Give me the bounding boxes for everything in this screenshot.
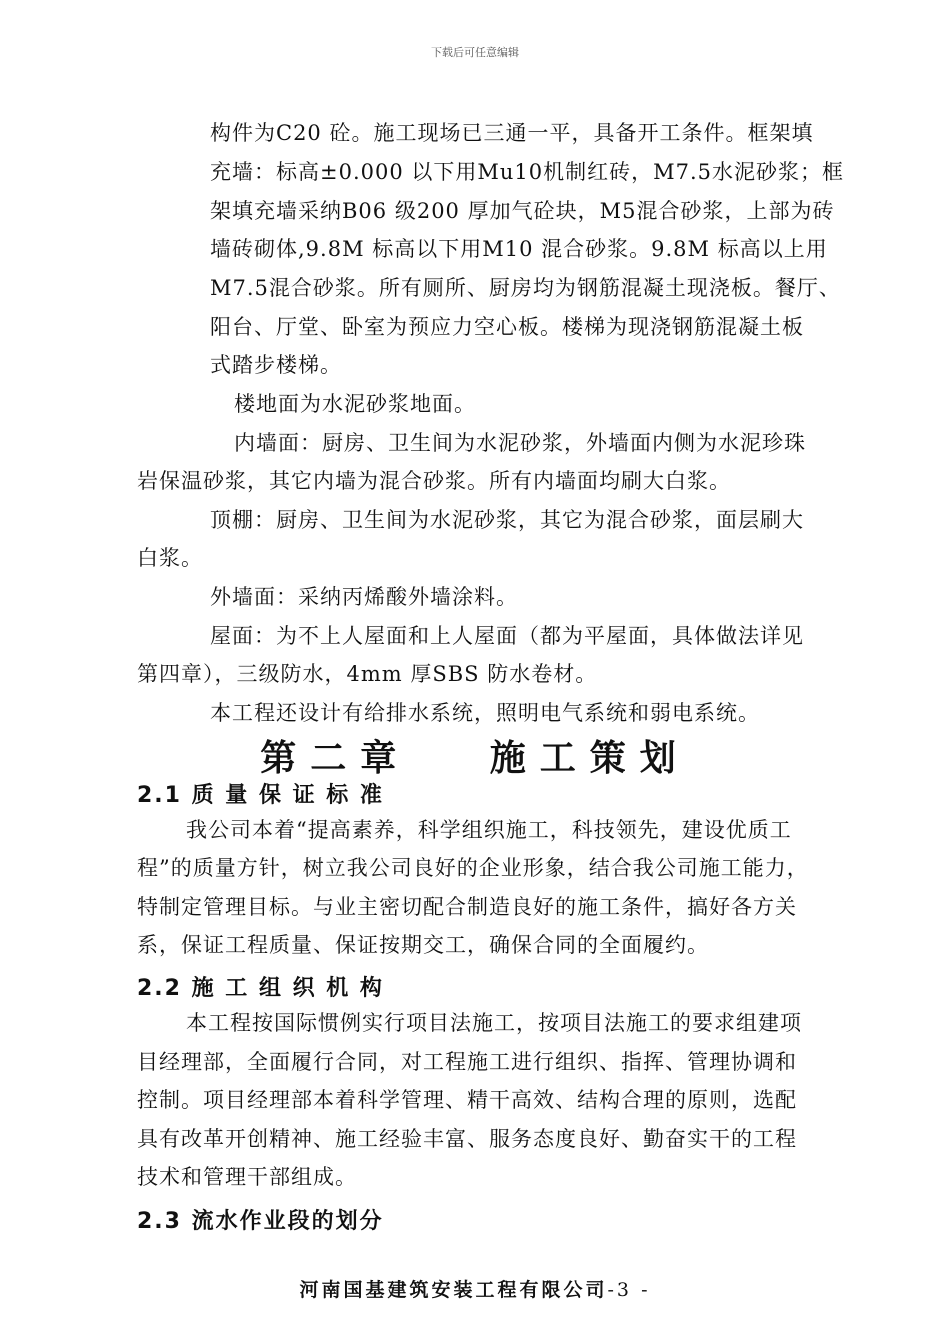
body-line: 技术和管理干部组成。	[137, 1165, 357, 1189]
body-line: 式踏步楼梯。	[210, 353, 342, 377]
body-line: 控制。项目经理部本着科学管理、精干高效、结构合理的原则，选配	[137, 1088, 797, 1112]
body-line: 本工程还设计有给排水系统，照明电气系统和弱电系统。	[210, 701, 760, 725]
body-line: 内墙面：厨房、卫生间为水泥砂浆，外墙面内侧为水泥珍珠	[234, 431, 806, 455]
section-heading: 2.1 质 量 保 证 标 准	[137, 783, 384, 808]
body-line: M7.5混合砂浆。所有厕所、厨房均为钢筋混凝土现浇板。餐厅、	[210, 276, 841, 300]
body-line: 白浆。	[137, 546, 203, 570]
body-line: 顶棚：厨房、卫生间为水泥砂浆，其它为混合砂浆，面层刷大	[210, 508, 804, 532]
section-heading: 2.2 施 工 组 织 机 构	[137, 976, 384, 1001]
body-line: 架填充墙采纳B06 级200 厚加气砼块，M5混合砂浆，上部为砖	[210, 199, 835, 223]
body-line: 充墙：标高±0.000 以下用Mu10机制红砖，M7.5水泥砂浆；框	[210, 160, 845, 184]
footer-company: 河南国基建筑安装工程有限公司	[299, 1279, 608, 1301]
body-line: 第四章），三级防水，4mm 厚SBS 防水卷材。	[137, 662, 598, 686]
body-line: 墙砖砌体,9.8M 标高以下用M10 混合砂浆。9.8M 标高以上用	[210, 237, 828, 261]
body-line: 本工程按国际惯例实行项目法施工，按项目法施工的要求组建项	[186, 1011, 802, 1035]
page-number: -3 -	[607, 1279, 651, 1301]
body-line: 程”的质量方针，树立我公司良好的企业形象，结合我公司施工能力，	[137, 856, 809, 880]
body-line: 具有改革开创精神、施工经验丰富、服务态度良好、勤奋实干的工程	[137, 1127, 797, 1151]
body-line: 楼地面为水泥砂浆地面。	[234, 392, 476, 416]
body-line: 屋面：为不上人屋面和上人屋面（都为平屋面，具体做法详见	[210, 624, 804, 648]
body-line: 目经理部，全面履行合同，对工程施工进行组织、指挥、管理协调和	[137, 1050, 797, 1074]
page-footer	[0, 1275, 950, 1302]
body-line: 我公司本着“提高素养，科学组织施工，科技领先，建设优质工	[186, 818, 792, 842]
chapter-title: 第二章 施工策划	[260, 738, 690, 779]
body-line: 系，保证工程质量、保证按期交工，确保合同的全面履约。	[137, 933, 709, 957]
page-header: 下载后可任意编辑	[431, 46, 519, 59]
body-line: 外墙面：采纳丙烯酸外墙涂料。	[210, 585, 518, 609]
section-heading: 2.3 流水作业段的划分	[137, 1209, 384, 1234]
body-line: 阳台、厅堂、卧室为预应力空心板。楼梯为现浇钢筋混凝土板	[210, 315, 804, 339]
body-line: 特制定管理目标。与业主密切配合制造良好的施工条件，搞好各方关	[137, 895, 797, 919]
body-line: 构件为C20 砼。施工现场已三通一平，具备开工条件。框架填	[210, 121, 814, 145]
body-line: 岩保温砂浆，其它内墙为混合砂浆。所有内墙面均刷大白浆。	[137, 469, 731, 493]
